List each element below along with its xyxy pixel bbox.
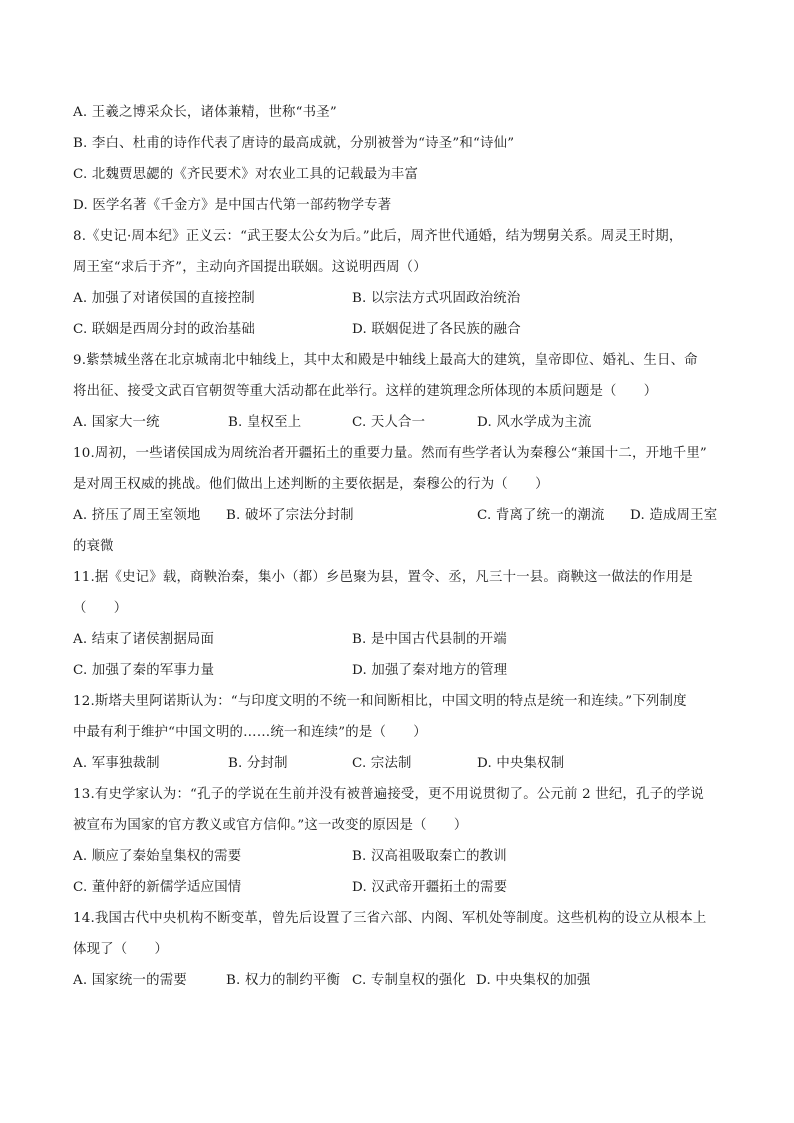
q11-stem-line-1: 11.据《史记》载，商鞅治秦，集小（都）乡邑聚为县，置令、丞，凡三十一县。商鞅这一做法的作用是: [73, 570, 693, 585]
q10-option-b: B. 破坏了宗法分封制: [226, 508, 354, 523]
q11-option-b: B. 是中国古代县制的开端: [352, 632, 507, 647]
prev-option-d: D. 医学名著《千金方》是中国古代第一部药物学专著: [73, 198, 392, 213]
q11-option-a: A. 结束了诸侯割据局面: [73, 632, 215, 647]
prev-option-b: B. 李白、杜甫的诗作代表了唐诗的最高成就，分别被誉为“诗圣”和“诗仙”: [73, 136, 515, 151]
q13-option-b: B. 汉高祖吸取秦亡的教训: [352, 849, 507, 864]
q9-option-a: A. 国家大一统: [73, 415, 160, 430]
q8-stem-line-2: 周王室“求后于齐”，主动向齐国提出联姻。这说明西周（）: [73, 260, 427, 275]
prev-option-c: C. 北魏贾思勰的《齐民要术》对农业工具的记载最为丰富: [73, 167, 419, 182]
q10-stem-line-2: 是对周王权威的挑战。他们做出上述判断的主要依据是，秦穆公的行为（ ）: [73, 477, 549, 492]
q10-option-a: A. 挤压了周王室领地: [73, 508, 201, 523]
q13-option-a: A. 顺应了秦始皇集权的需要: [73, 849, 242, 864]
q11-stem-line-2: （ ）: [73, 601, 128, 616]
q9-stem-line-1: 9.紫禁城坐落在北京城南北中轴线上，其中太和殿是中轴线上最高大的建筑，皇帝即位、婚礼、生日、命: [73, 353, 698, 368]
q8-stem-line-1: 8.《史记·周本纪》正义云：“武王娶太公女为后。”此后，周齐世代通婚，结为甥舅关系。周灵王时期，: [73, 229, 683, 244]
q14-stem-line-2: 体现了（ ）: [73, 942, 169, 957]
q9-option-d: D. 风水学成为主流: [477, 415, 592, 430]
q12-option-b: B. 分封制: [228, 756, 288, 771]
q12-option-c: C. 宗法制: [352, 756, 412, 771]
q14-option-b: B. 权力的制约平衡: [226, 973, 341, 988]
q13-option-c: C. 董仲舒的新儒学适应国情: [73, 880, 242, 895]
q12-stem-line-2: 中最有利于维护“中国文明的……统一和连续”的是（ ）: [73, 725, 427, 740]
q12-option-d: D. 中央集权制: [477, 756, 565, 771]
q14-option-d: D. 中央集权的加强: [476, 973, 591, 988]
q9-option-c: C. 天人合一: [352, 415, 426, 430]
prev-option-a: A. 王羲之博采众长，诸体兼精，世称“书圣”: [73, 105, 337, 120]
q11-option-c: C. 加强了秦的军事力量: [73, 663, 215, 678]
q10-stem-line-1: 10.周初，一些诸侯国成为周统治者开疆拓土的重要力量。然而有些学者认为秦穆公“兼国十二，开地千里”: [73, 446, 707, 461]
q8-option-a: A. 加强了对诸侯国的直接控制: [73, 291, 255, 306]
q10-option-d: D. 造成周王室: [630, 508, 718, 523]
q10-option-d-wrap: 的衰微: [73, 539, 114, 554]
q8-option-b: B. 以宗法方式巩固政治统治: [352, 291, 521, 306]
q12-stem-line-1: 12.斯塔夫里阿诺斯认为：“与印度文明的不统一和间断相比，中国文明的特点是统一和连续。”下列制度: [73, 694, 687, 709]
q13-option-d: D. 汉武帝开疆拓土的需要: [352, 880, 508, 895]
q13-stem-line-2: 被宣布为国家的官方教义或官方信仰。”这一改变的原因是（ ）: [73, 818, 468, 833]
q10-option-c: C. 背离了统一的潮流: [477, 508, 605, 523]
q14-stem-line-1: 14.我国古代中央机构不断变革，曾先后设置了三省六部、内阁、军机处等制度。这些机构的设立从根本上: [73, 911, 707, 926]
q11-option-d: D. 加强了秦对地方的管理: [352, 663, 508, 678]
q13-stem-line-1: 13.有史学家认为：“孔子的学说在生前并没有被普遍接受，更不用说贯彻了。公元前 2 世纪，孔子的学说: [73, 787, 704, 802]
q9-option-b: B. 皇权至上: [228, 415, 302, 430]
q14-option-c: C. 专制皇权的强化: [352, 973, 467, 988]
q9-stem-line-2: 将出征、接受文武百官朝贺等重大活动都在此举行。这样的建筑理念所体现的本质问题是（ ）: [73, 384, 658, 399]
q12-option-a: A. 军事独裁制: [73, 756, 160, 771]
q14-option-a: A. 国家统一的需要: [73, 973, 187, 988]
q8-option-d: D. 联姻促进了各民族的融合: [352, 322, 521, 337]
q8-option-c: C. 联姻是西周分封的政治基础: [73, 322, 255, 337]
